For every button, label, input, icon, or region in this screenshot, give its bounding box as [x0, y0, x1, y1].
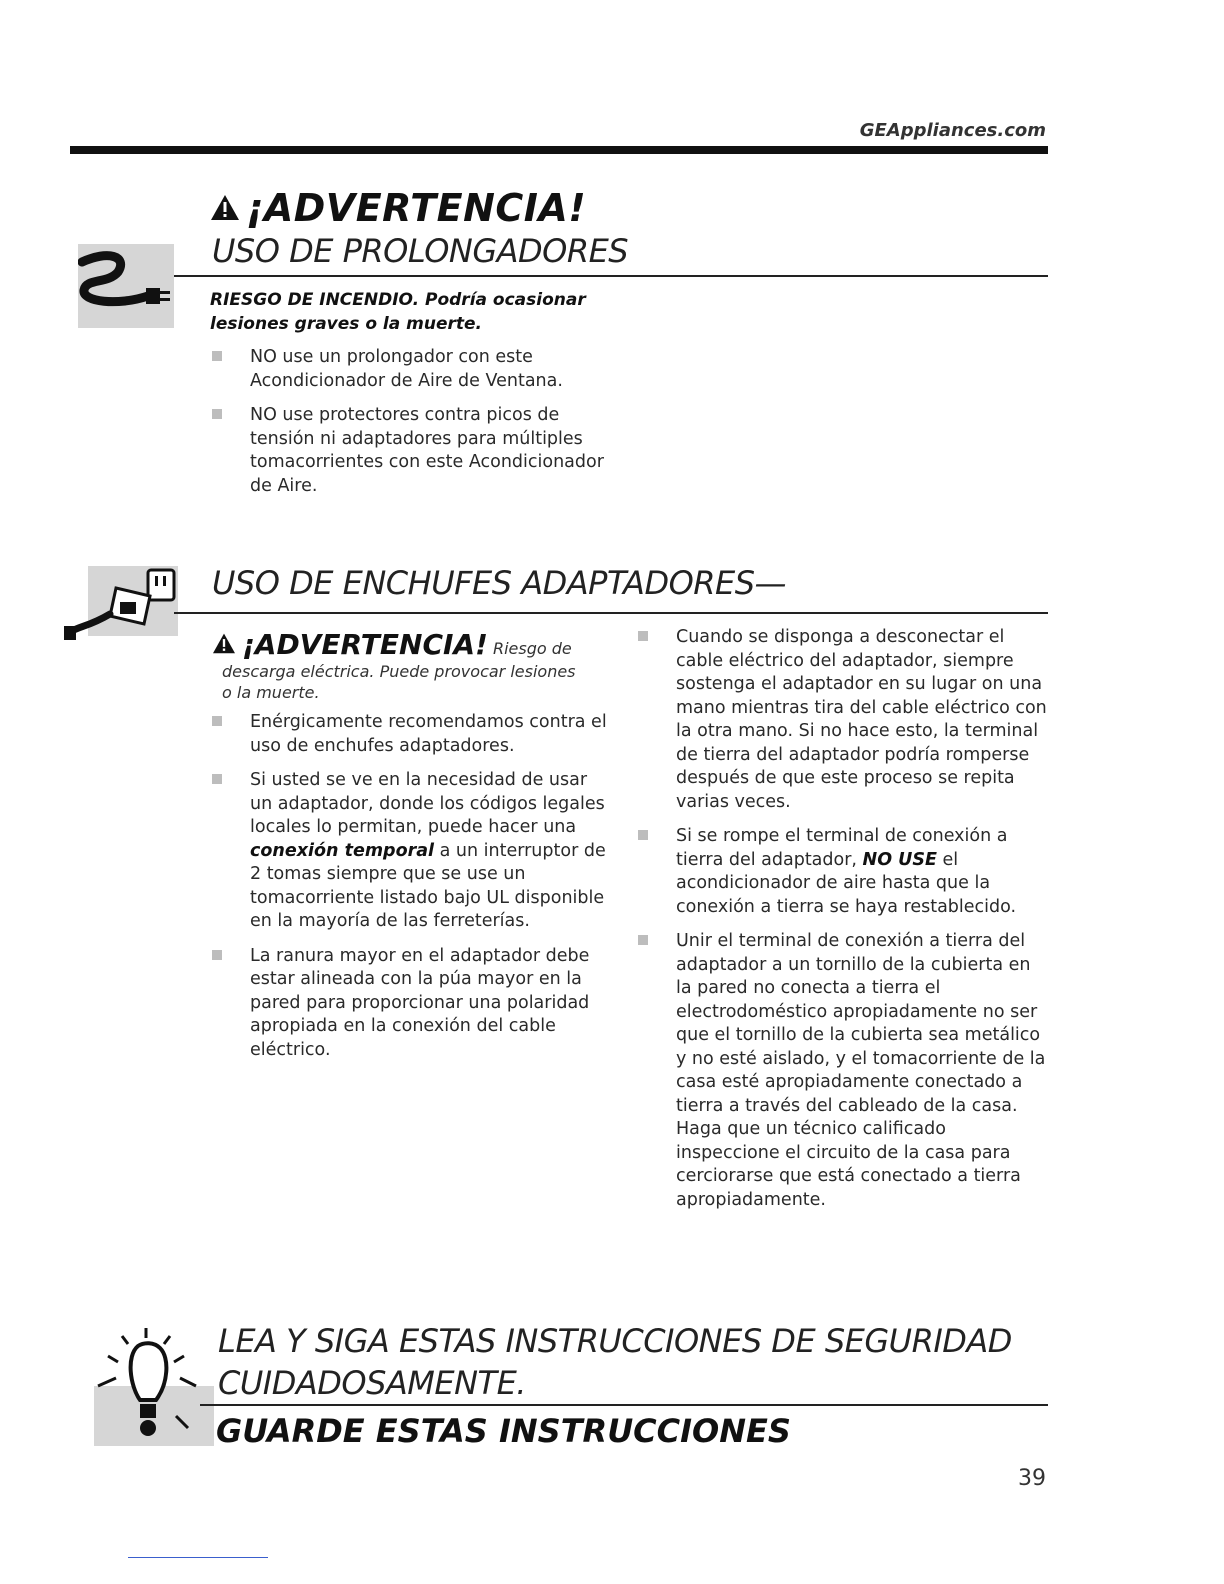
light-bulb-icon — [76, 1326, 216, 1446]
list-item: Enérgicamente recomendamos contra el uso de enchufes adaptadores. — [212, 711, 612, 758]
adaptadores-list-right — [638, 626, 1048, 1223]
header-rule — [70, 146, 1048, 154]
extension-cord-icon — [78, 244, 174, 328]
site-url: GEAppliances.com — [859, 120, 1046, 141]
list-item: Si usted se ve en la necesidad de usar un adaptador, donde los códigos legales locales lo permitan, puede hacer una conexión temporal a un interruptor de 2 tomas siempre que se use un tomacorriente listado bajo UL disponible en la mayoría de las ferreterías. — [212, 769, 612, 934]
list-item: Cuando se disponga a desconectar el cable eléctrico del adaptador, siempre sostenga el adaptador en su lugar on una mano mientras tira del cable eléctrico con la otra mano. Si no hace esto, la terminal de tierra del adaptador podría romperse después de que este proceso se repita varias veces. — [638, 626, 1048, 814]
section-rule — [174, 612, 1048, 614]
section-rule — [200, 1404, 1048, 1406]
section-rule — [174, 275, 1048, 277]
fire-risk-warning: RIESGO DE INCENDIO. Podría ocasionar lesiones graves o la muerte. — [210, 290, 586, 334]
warning-triangle-icon — [212, 632, 236, 654]
read-instructions-line1: LEA Y SIGA ESTAS INSTRUCCIONES DE SEGURIDAD — [218, 1322, 1012, 1360]
list-item: NO use protectores contra picos de tensión ni adaptadores para múltiples tomacorrientes con este Acondicionador de Aire. — [212, 404, 612, 498]
read-instructions-line2: CUIDADOSAMENTE. — [218, 1364, 526, 1402]
page-number: 39 — [1018, 1466, 1046, 1491]
shock-warning: ¡ADVERTENCIA! Riesgo de descarga eléctrica. Puede provocar lesiones o la muerte. — [212, 628, 612, 703]
list-item: Si se rompe el terminal de conexión a tierra del adaptador, NO USE el acondicionador de aire hasta que la conexión a tierra se haya restablecido. — [638, 825, 1048, 919]
adapter-plug-icon — [60, 566, 178, 656]
keep-instructions: GUARDE ESTAS INSTRUCCIONES — [216, 1412, 791, 1450]
adaptadores-list-left — [212, 711, 612, 1073]
warning-title: ¡ADVERTENCIA! — [210, 186, 586, 230]
section-title-adaptadores: USO DE ENCHUFES ADAPTADORES— — [212, 564, 787, 602]
list-item: Unir el terminal de conexión a tierra del adaptador a un tornillo de la cubierta en la pared no conecta a tierra el electrodoméstico apropiadamente no ser que el tornillo de la cubierta sea metálico y no esté aislado, y el tomacorriente de la casa esté apropiadamente conectado a tierra a través del cableado de la casa. Haga que un técnico calificado inspeccione el circuito de la casa para cerciorarse que está conectado a tierra apropiadamente. — [638, 930, 1048, 1212]
section-title-prolongadores: USO DE PROLONGADORES — [212, 232, 629, 270]
prolongadores-list — [212, 346, 612, 509]
list-item: NO use un prolongador con este Acondicionador de Aire de Ventana. — [212, 346, 612, 393]
footer-line — [128, 1557, 268, 1558]
warning-triangle-icon — [210, 193, 240, 221]
list-item: La ranura mayor en el adaptador debe estar alineada con la púa mayor en la pared para proporcionar una polaridad apropiada en la conexión del cable eléctrico. — [212, 945, 612, 1063]
